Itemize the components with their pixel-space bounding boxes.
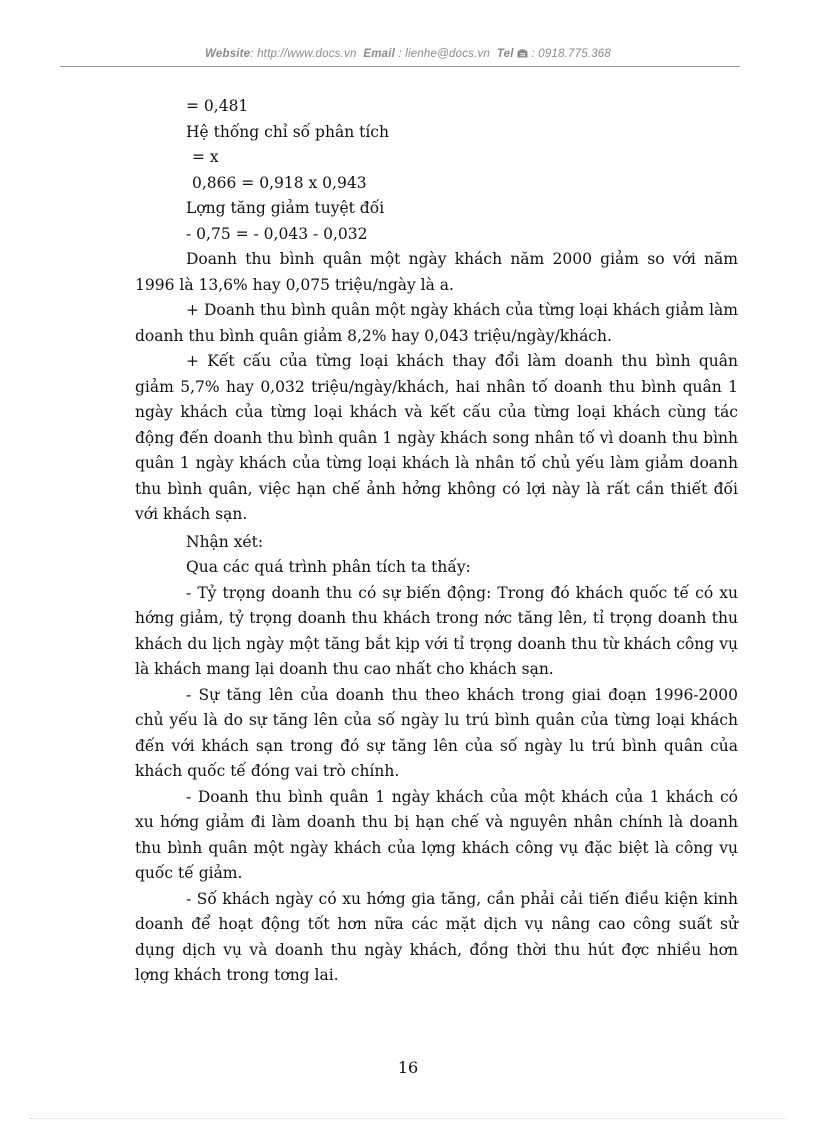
formula-line: = x (192, 148, 219, 166)
formula-heading: Lợng tăng giảm tuyệt đối (186, 199, 385, 217)
email-label: Email (363, 48, 396, 60)
paragraph: + Doanh thu bình quân một ngày khách của từng loại khách giảm làm doanh thu bình quân giảm 8,2% hay 0,043 triệu/ngày/khách. (135, 301, 738, 345)
paragraph: + Kết cấu của từng loại khách thay đổi làm doanh thu bình quân giảm 5,7% hay 0,032 triệu/ngày/khách, hai nhân tố doanh thu bình quân 1 ngày khách của từng loại khách và kết cấu của từng loại khách cùng tác động đến doanh thu bình quân 1 ngày khách song nhân tố vì doanh thu bình quân 1 ngày khách của từng loại khách là nhân tố chủ yếu làm giảm doanh thu bình quân, việc hạn chế ảnh hởng không có lợi này là rất cần thiết đối với khách sạn. (135, 352, 738, 523)
page-header (60, 48, 756, 60)
footer-divider (30, 1118, 786, 1119)
website-value: : http://www.docs.vn (250, 48, 357, 60)
paragraph: - Tỷ trọng doanh thu có sự biến động: Trong đó khách quốc tế có xu hớng giảm, tỷ trọng doanh thu khách trong nớc tăng lên, tỉ trọng doanh thu khách du lịch ngày một tăng bắt kịp với tỉ trọng doanh thu từ khách công vụ là khách mang lại doanh thu cao nhất cho khách sạn. (135, 583, 738, 678)
formula-line: 0,866 = 0,918 x 0,943 (192, 173, 367, 192)
document-body (135, 94, 738, 989)
header-divider (60, 66, 740, 67)
website-label: Website (205, 48, 251, 60)
tel-value: : 0918.775.368 (531, 48, 611, 60)
tel-label: Tel (496, 48, 514, 60)
page-number: 16 (397, 1058, 419, 1077)
paragraph: - Sự tăng lên của doanh thu theo khách trong giai đoạn 1996-2000 chủ yếu là do sự tăng lên của số ngày lu trú bình quân của từng loại khách đến với khách sạn trong đó sự tăng lên của số ngày lu trú bình quân của khách quốc tế đóng vai trò chính. (135, 685, 738, 780)
paragraph: Qua các quá trình phân tích ta thấy: (186, 558, 471, 576)
paragraph: - Số khách ngày có xu hớng gia tăng, cần phải cải tiến điều kiện kinh doanh để hoạt động tốt hơn nữa các mặt dịch vụ nâng cao công suất sử dụng dịch vụ và doanh thu ngày khách, đồng thời thu hút đợc nhiều hơn lợng khách trong tơng lai. (135, 889, 738, 984)
formula-heading: Hệ thống chỉ số phân tích (186, 122, 389, 141)
email-value: : lienhe@docs.vn (395, 48, 491, 60)
phone-icon (517, 48, 531, 60)
section-heading: Nhận xét: (186, 532, 264, 551)
paragraph: Doanh thu bình quân một ngày khách năm 2000 giảm so với năm 1996 là 13,6% hay 0,075 triệu/ngày là a. (135, 250, 738, 294)
formula-line: = 0,481 (186, 97, 249, 115)
paragraph: - Doanh thu bình quân 1 ngày khách của một khách của 1 khách có xu hớng giảm đi làm doanh thu bị hạn chế và nguyên nhân chính là doanh thu bình quân một ngày khách của lợng khách công vụ đặc biệt là công vụ quốc tế giảm. (135, 787, 738, 882)
formula-line: - 0,75 = - 0,043 - 0,032 (186, 224, 368, 243)
